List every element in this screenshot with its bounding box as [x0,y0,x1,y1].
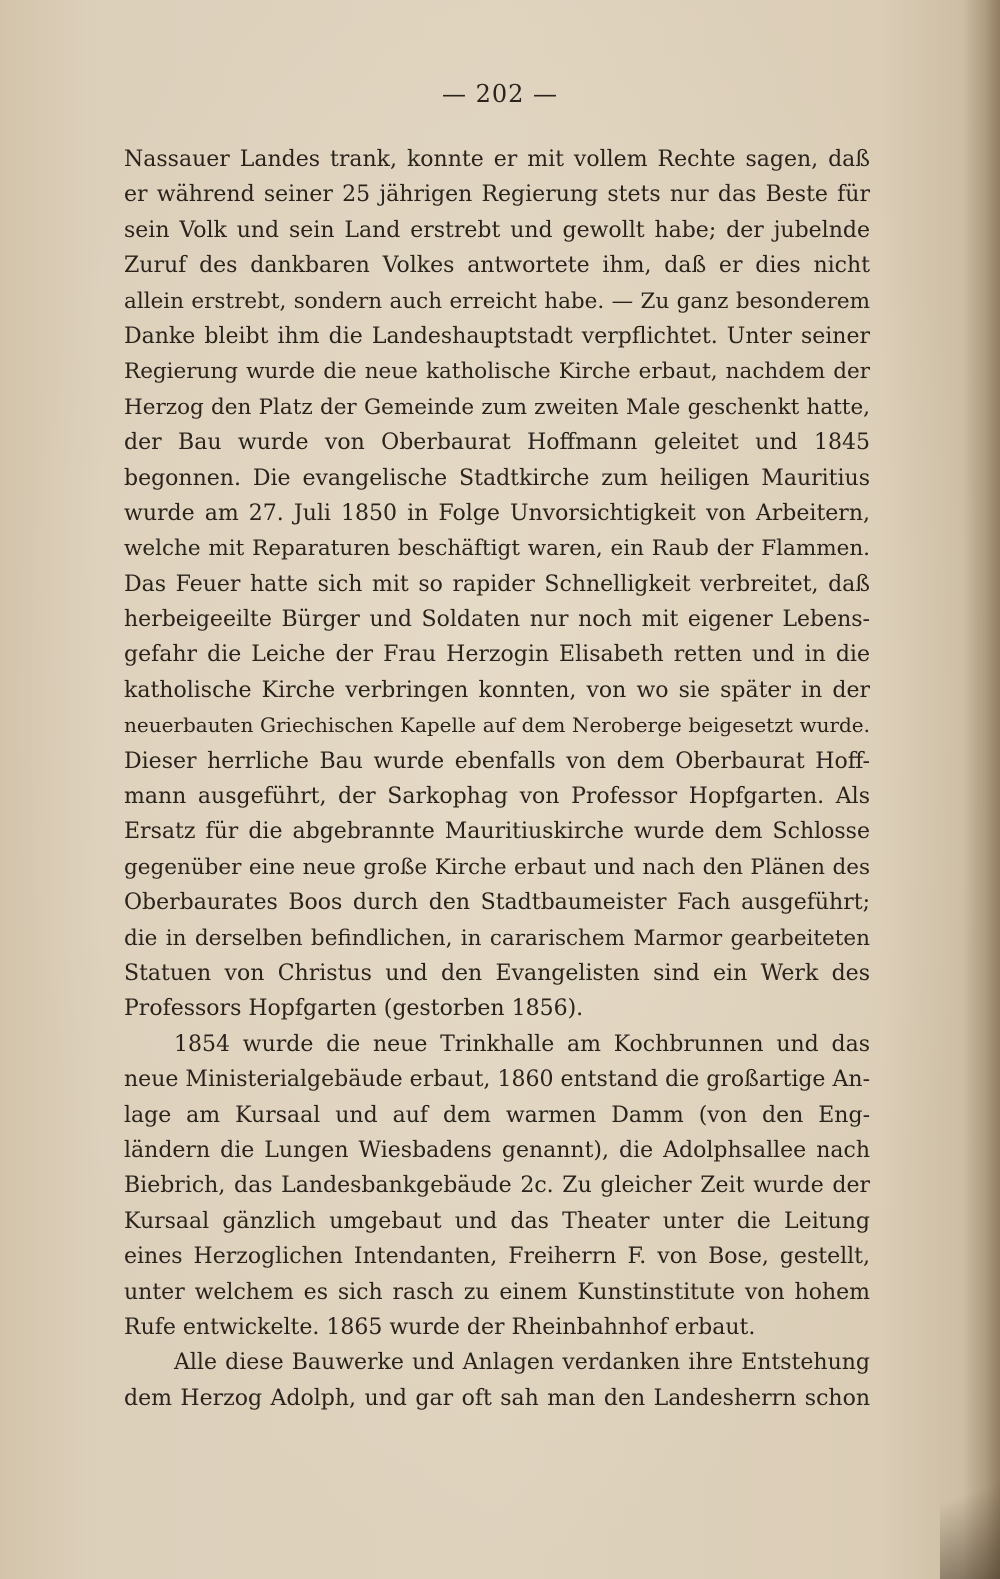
text-line: Kursaal gänzlich umgebaut und das Theater unter die Leitung [124,1208,870,1234]
text-line: der Bau wurde von Oberbaurat Hoffmann geleitet und 1845 [124,430,870,456]
text-line: herbeigeeilte Bürger und Soldaten nur noch mit eigener Lebens- [124,607,870,633]
text-line: mann ausgeführt, der Sarkophag von Professor Hopfgarten. Als [124,784,870,810]
text-line: gefahr die Leiche der Frau Herzogin Elisabeth retten und in die [124,642,870,668]
text-line: Alle diese Bauwerke und Anlagen verdanken ihre Entstehung [174,1350,870,1376]
text-line: sein Volk und sein Land erstrebt und gewollt habe; der jubelnde [124,217,870,243]
text-line: Dieser herrliche Bau wurde ebenfalls von dem Oberbaurat Hoff- [124,748,870,774]
text-line: wurde am 27. Juli 1850 in Folge Unvorsichtigkeit von Arbeitern, [124,500,870,526]
paragraph-1 [124,142,870,1027]
text-line: gegenüber eine neue große Kirche erbaut und nach den Plänen des [124,854,870,880]
text-line: eines Herzoglichen Intendanten, Freiherrn F. von Bose, gestellt, [124,1244,870,1270]
text-line: begonnen. Die evangelische Stadtkirche zum heiligen Mauritius [124,465,870,491]
text-line: Ersatz für die abgebrannte Mauritiuskirche wurde dem Schlosse [124,819,870,845]
text-line: katholische Kirche verbringen konnten, von wo sie später in der [124,677,870,703]
text-line: welche mit Reparaturen beschäftigt waren, ein Raub der Flammen. [124,536,870,562]
text-line: Herzog den Platz der Gemeinde zum zweiten Male geschenkt hatte, [124,394,870,420]
text-line: ländern die Lungen Wiesbadens genannt), die Adolphsallee nach [124,1137,870,1163]
text-line: neuerbauten Griechischen Kapelle auf dem Neroberge beigesetzt wurde. [124,713,870,738]
text-line: Das Feuer hatte sich mit so rapider Schnelligkeit verbreitet, daß [124,571,870,597]
text-line: Biebrich, das Landesbankgebäude 2c. Zu gleicher Zeit wurde der [124,1173,870,1199]
text-line: die in derselben befindlichen, in cararischem Marmor gearbeiteten [124,925,870,951]
page-edge-shadow [964,0,1000,1579]
text-line: Rufe entwickelte. 1865 wurde der Rheinbahnhof erbaut. [124,1314,756,1340]
text-line: Oberbaurates Boos durch den Stadtbaumeister Fach ausgeführt; [124,890,870,916]
text-line: Nassauer Landes trank, konnte er mit vollem Rechte sagen, daß [124,147,870,172]
text-line: unter welchem es sich rasch zu einem Kunstinstitute von hohem [124,1279,870,1305]
text-line: Statuen von Christus und den Evangelisten sind ein Werk des [124,960,870,986]
text-line: dem Herzog Adolph, und gar oft sah man den Landesherrn schon [124,1385,870,1411]
paragraph-2 [124,1027,870,1346]
text-line: Danke bleibt ihm die Landeshauptstadt verpflichtet. Unter seiner [124,323,870,349]
page-number: — 202 — [441,80,559,108]
text-line: er während seiner 25 jährigen Regierung stets nur das Beste für [124,182,870,208]
text-line: lage am Kursaal und auf dem warmen Damm (von den Eng- [124,1102,870,1128]
text-line: Zuruf des dankbaren Volkes antwortete ihm, daß er dies nicht [124,253,870,279]
text-line: allein erstrebt, sondern auch erreicht habe. — Zu ganz besonderem [124,288,870,314]
text-line: Regierung wurde die neue katholische Kirche erbaut, nachdem der [124,359,870,385]
paragraph-3 [124,1345,870,1416]
page-corner-shadow [940,1439,1000,1579]
body-text [124,142,870,1416]
text-line: Professors Hopfgarten (gestorben 1856). [124,996,584,1022]
text-line: neue Ministerialgebäude erbaut, 1860 entstand die großartige An- [124,1067,870,1093]
text-line: 1854 wurde die neue Trinkhalle am Kochbrunnen und das [174,1031,870,1057]
